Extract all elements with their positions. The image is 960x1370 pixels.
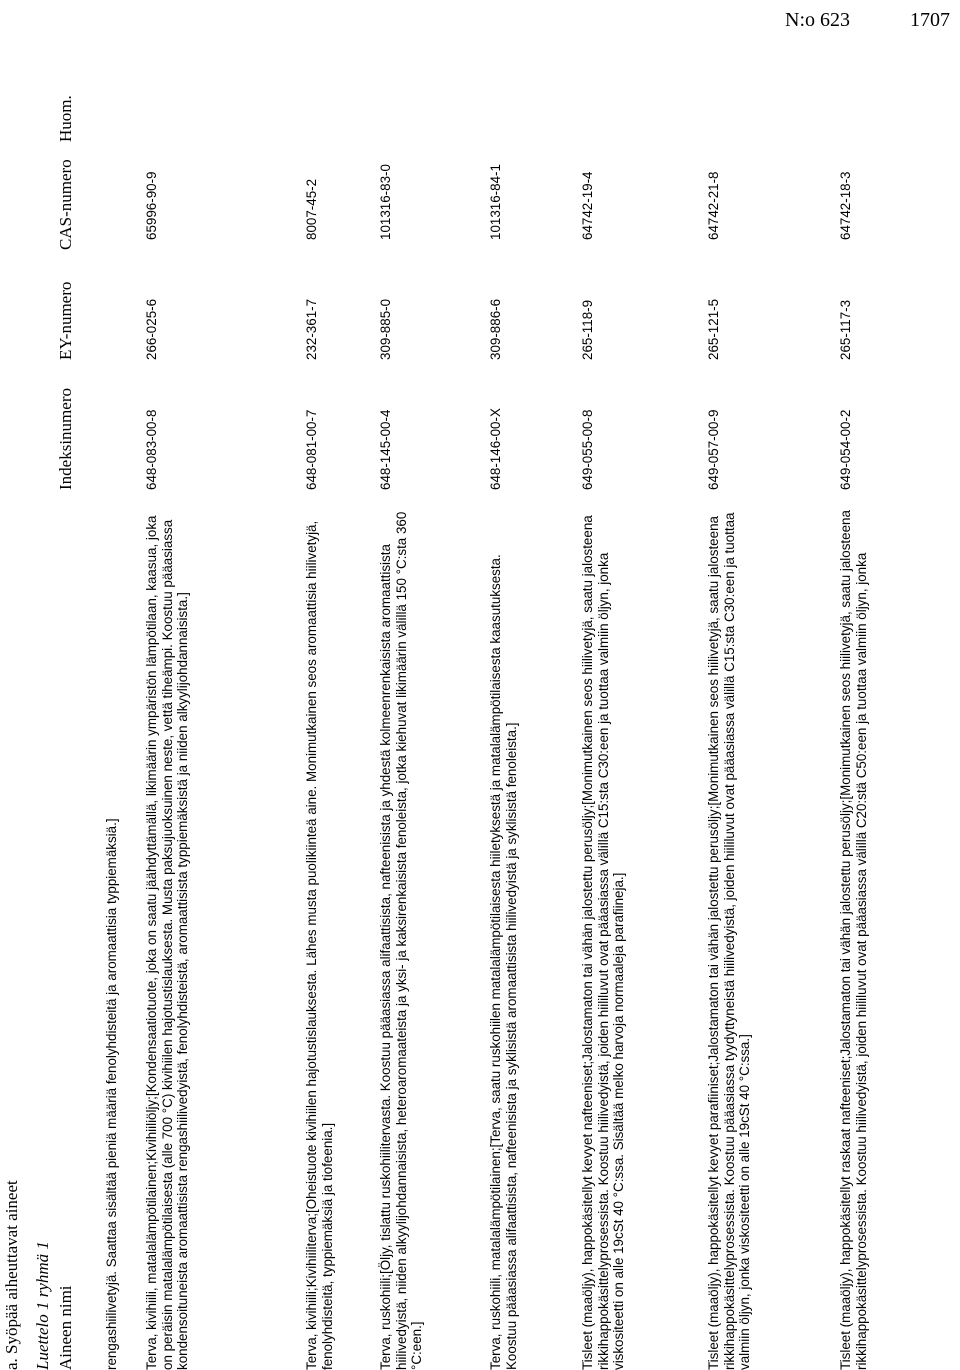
substance-name: rengashiilivetyjä. Saattaa sisältää pieniä määriä fenolyhdisteitä ja aromaattisia typpiemäksiä.] [104, 818, 119, 1370]
page-number: 1707 [910, 9, 950, 31]
cas-number: 101316-84-1 [488, 164, 503, 240]
column-header-name: Aineen nimi [56, 1285, 75, 1370]
ec-number: 309-886-6 [488, 298, 503, 360]
substance-name: Terva, kivihiili;Kivihiiliterva;[Oheistuote kivihiilen hajotustislauksesta. Lähes musta puolikiinteä aine. Monimutkainen seos aromaattisia hiilivetyjä, fenolyhdisteitä, typpiemäksiä ja tiofeenia.] [304, 520, 335, 1370]
ec-number: 266-025-6 [144, 298, 159, 360]
substance-name: Terva, ruskohiili;[Öljy, tislattu ruskohiilitervasta. Koostuu pääasiassa alifaattisista, nafteenisista ja yhdestä kolmeenrenkaisista aromaattisista hiilivedyistä, niiden alkyylijohdannaisista, heteroaromaateista ja yksi- ja kaksirenkaisista fenoleista, jotka kiehuvat likimäärin välillä 150 °C:sta 360 °C:een.] [378, 511, 425, 1370]
column-header-ec: EY-numero [56, 281, 75, 360]
cas-number: 64742-19-4 [580, 171, 595, 240]
ec-number: 265-118-9 [580, 299, 595, 360]
issue-number: N:o 623 [785, 9, 850, 31]
substance-name: Tisleet (maaöljy), happokäsitellyt kevyet nafteeniset;Jalostamaton tai vähän jalostettu perusöljy;[Monimutkainen seos hiilivetyjä, saatu jalosteena rikkihappokäsittelyprosessista. Koostuu hiilivedyistä, joiden hiililuvut ovat pääasiassa välillä C15:sta C30:een ja tuottaa valmiin öljyn, jonka viskositeetti on alle 19cSt 40 °C:ssa. Sisältää melko harvoja normaaleja parafiineja.] [580, 515, 627, 1370]
cas-number: 8007-45-2 [304, 178, 319, 240]
substance-name: Terva, kivihiili, matalalämpötilainen;Kivihiiliöljy;[Kondensaatiotuote, joka on saatu jäähdyttämällä, likimäärin ympäristön lämpötilaan, kaasua, joka on peräisin matalalämpötilaisesta (alle 700 °C) kivihiilen hajotustislauksesta. Musta paksujuoksuinen neste, vettä tiheämpi. Koostuu pääasiassa kondensoituneista aromaattisista rengashiilivedyistä, fenolyhdisteistä, aromaattisista typpiemäksistä ja niiden alkyylijohdannaisista.] [144, 515, 191, 1370]
cas-number: 101316-83-0 [378, 164, 393, 240]
rotated-page-body [0, 40, 960, 1370]
substance-name: Tisleet (maaöljy), happokäsitellyt kevyet parafiiniset;Jalostamaton tai vähän jalostettu perusöljy;[Monimutkainen seos hiilivetyjä, saatu jalosteena rikkihappokäsittelyprosessista. Koostuu pääasiassa tyydyttyneistä hiilivedyistä, joiden hiililuvut ovat pääasiassa välillä C15:sta C30:een ja tuottaa valmiin öljyn, jonka viskositeetti on alle 19cSt 40 °C:ssa.] [706, 512, 753, 1370]
cas-number: 64742-21-8 [706, 171, 721, 240]
index-number: 648-145-00-4 [378, 409, 393, 490]
index-number: 649-054-00-2 [838, 409, 853, 490]
column-header-cas: CAS-numero [56, 159, 75, 250]
ec-number: 265-117-3 [838, 299, 853, 360]
index-number: 648-081-00-7 [304, 409, 319, 490]
substance-name: Terva, ruskohiili, matalalämpötilainen;[Terva, saatu ruskohiilen matalalämpötilaisesta hiiletyksestä ja matalalämpötilaisesta kaasutuksesta. Koostuu pääasiassa alifaattisista, nafteenisista ja syklisistä aromaattisista hiilivedyistä ja syklisistä fenoleista.] [488, 554, 519, 1370]
cas-number: 64742-18-3 [838, 171, 853, 240]
ec-number: 265-121-5 [706, 298, 721, 360]
list-title: Luettelo 1 ryhmä 1 [33, 1241, 52, 1370]
index-number: 648-146-00-X [488, 408, 503, 490]
section-heading: a. Syöpää aiheuttavat aineet [2, 1180, 21, 1370]
cas-number: 65996-90-9 [144, 171, 159, 240]
ec-number: 232-361-7 [304, 298, 319, 360]
index-number: 648-083-00-8 [144, 409, 159, 490]
index-number: 649-057-00-9 [706, 409, 721, 490]
column-header-index: Indeksinumero [56, 388, 75, 490]
column-header-note: Huom. [56, 95, 75, 142]
ec-number: 309-885-0 [378, 298, 393, 360]
substance-name: Tisleet (maaöljy), happokäsitellyt raskaat nafteeniset;Jalostamaton tai vähän jalostettu perusöljy;[Monimutkainen seos hiilivetyjä, saatu jalosteena rikkihappokäsittelyprosessista. Koostuu hiilivedyistä, joiden hiililuvut ovat pääasiassa välillä C20:stä C50:een ja tuottaa valmiin öljyn, jonka [838, 510, 869, 1370]
index-number: 649-055-00-8 [580, 409, 595, 490]
